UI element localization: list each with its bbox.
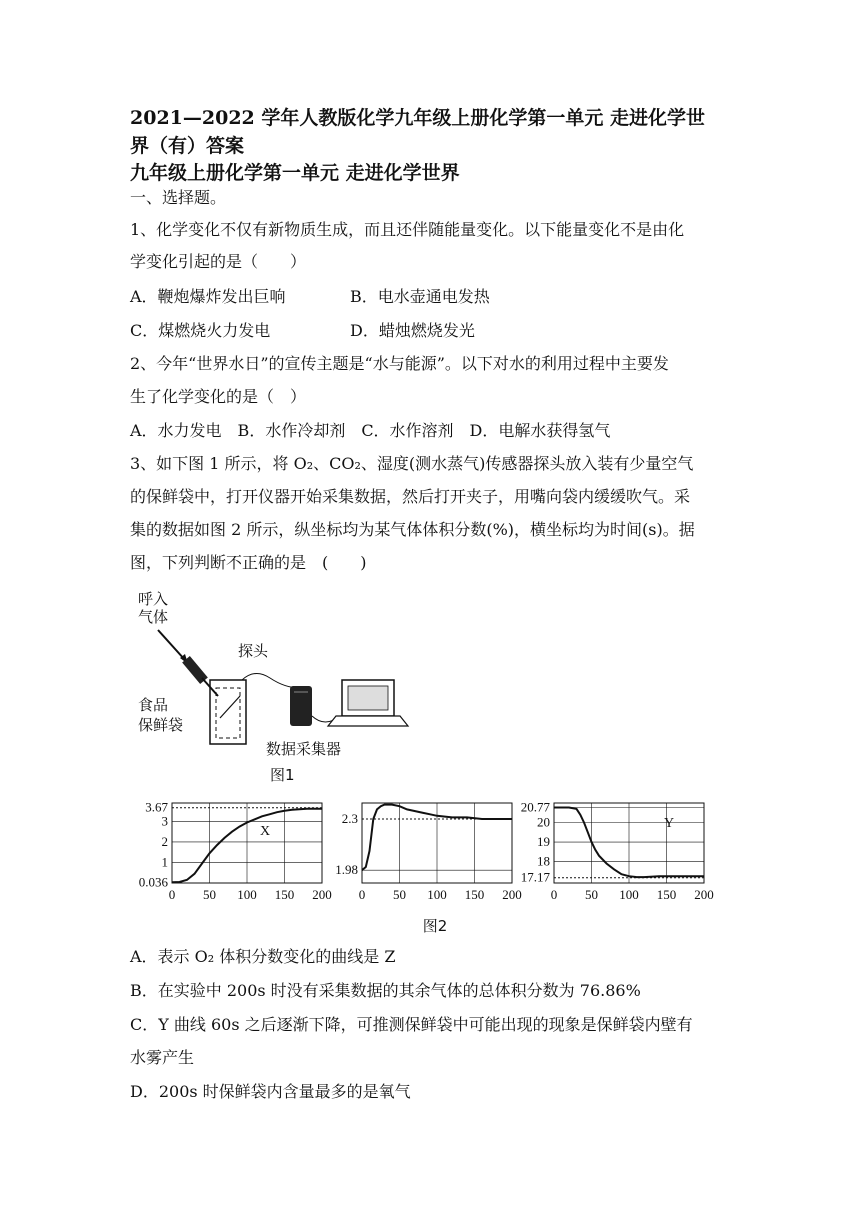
q3-stem-line3: 集的数据如图 2 所示，纵坐标均为某气体体积分数(%)，横坐标均为时间(s)。据 — [130, 520, 695, 539]
chart-1-ytick: 1 — [161, 854, 168, 870]
chart-1-xtick: 100 — [237, 887, 257, 902]
chart-3-ytick: 20.77 — [520, 799, 550, 815]
q3-stem-line4: 图，下列判断不正确的是 ( ) — [130, 553, 367, 572]
label-probe: 探头 — [238, 642, 269, 660]
chart-1-xtick: 0 — [168, 887, 176, 902]
chart-2-xtick: 150 — [464, 887, 485, 902]
chart-2-series-label: Y — [664, 816, 675, 831]
chart-3-ytick: 18 — [537, 853, 550, 869]
q1-option-c: C．煤燃烧火力发电 — [130, 321, 271, 340]
figure-1-apparatus — [130, 588, 430, 788]
chart-3-xtick: 150 — [656, 887, 677, 902]
intake-arrow — [158, 630, 185, 660]
figure-2-charts — [130, 795, 720, 935]
chart-2-xtick: 50 — [393, 887, 406, 902]
q1-option-d: D．蜡烛燃烧发光 — [350, 321, 475, 340]
chart-1-ytick: 0.036 — [138, 874, 168, 890]
chart-2-xtick: 200 — [502, 887, 522, 902]
q2-stem-line1: 2、今年“世界水日”的宣传主题是“水与能源”。以下对水的利用过程中主要发 — [130, 354, 669, 373]
chart-2-ytick: 1.98 — [335, 862, 358, 878]
laptop-display — [348, 686, 388, 710]
q1-stem-line2: 学变化引起的是（ ） — [130, 252, 307, 271]
probe-cable — [242, 673, 300, 688]
q1-option-a: A．鞭炮爆炸发出巨响 — [130, 287, 286, 306]
label-data-logger: 数据采集器 — [266, 740, 342, 758]
chart-1-xtick: 200 — [312, 887, 332, 902]
label-intake-2: 气体 — [138, 608, 169, 626]
label-bag-1: 食品 — [138, 696, 169, 714]
probe-rod — [220, 696, 240, 718]
chart-2-xtick: 0 — [358, 887, 366, 902]
q3-option-a: A．表示 O₂ 体积分数变化的曲线是 Z — [130, 947, 396, 966]
q3-option-b: B．在实验中 200s 时没有采集数据的其余气体的总体积分数为 76.86% — [130, 981, 641, 1000]
chart-1-ytick: 2 — [161, 833, 168, 849]
laptop-base-icon — [328, 716, 408, 726]
q3-stem-line2: 的保鲜袋中，打开仪器开始采集数据，然后打开夹子，用嘴向袋内缓缓吹气。采 — [130, 487, 691, 506]
chart-3-ytick: 20 — [537, 814, 550, 830]
chart-3-ytick: 19 — [537, 834, 550, 850]
chart-2-xtick: 100 — [427, 887, 447, 902]
chart-1-ytick: 3 — [161, 813, 168, 829]
main-title-line2: 界（有）答案 — [130, 135, 245, 157]
q3-option-d: D．200s 时保鲜袋内含量最多的是氧气 — [130, 1082, 411, 1101]
chart-3-xtick: 0 — [550, 887, 558, 902]
q1-option-b: B．电水壶通电发热 — [350, 287, 490, 306]
figure-2-caption: 图2 — [422, 917, 448, 935]
label-intake-1: 呼入 — [138, 590, 169, 608]
bag-inner — [216, 688, 240, 738]
chart-3-ytick: 17.17 — [520, 869, 550, 885]
figure-1-caption: 图1 — [270, 766, 295, 784]
chart-3-xtick: 50 — [585, 887, 598, 902]
q2-stem-line2: 生了化学变化的是（ ） — [130, 387, 307, 406]
chart-1-xtick: 50 — [203, 887, 216, 902]
sub-title: 九年级上册化学第一单元 走进化学世界 — [130, 162, 460, 184]
chart-1-series-label: X — [260, 824, 271, 839]
main-title — [130, 104, 740, 160]
label-bag-2: 保鲜袋 — [138, 716, 184, 734]
chart-3-xtick: 100 — [619, 887, 639, 902]
main-title-line1: 2021—2022 学年人教版化学九年级上册化学第一单元 走进化学世 — [130, 107, 705, 129]
food-bag — [210, 680, 246, 744]
q3-option-c-line2: 水雾产生 — [130, 1048, 195, 1067]
q3-stem-line1: 3、如下图 1 所示，将 O₂、CO₂、湿度(测水蒸气)传感器探头放入装有少量空气 — [130, 454, 694, 473]
q2-options: A．水力发电 B．水作冷却剂 C．水作溶剂 D．电解水获得氢气 — [130, 421, 611, 440]
chart-1-ytick: 3.67 — [145, 799, 168, 815]
section-heading: 一、选择题。 — [130, 188, 227, 207]
chart-3-xtick: 200 — [694, 887, 714, 902]
chart-2-ytick: 2.3 — [341, 811, 358, 826]
q1-stem-line1: 1、化学变化不仅有新物质生成，而且还伴随能量变化。以下能量变化不是由化 — [130, 220, 685, 239]
q3-option-c-line1: C．Y 曲线 60s 之后逐渐下降，可推测保鲜袋中可能出现的现象是保鲜袋内壁有 — [130, 1015, 693, 1034]
chart-1-xtick: 150 — [274, 887, 295, 902]
